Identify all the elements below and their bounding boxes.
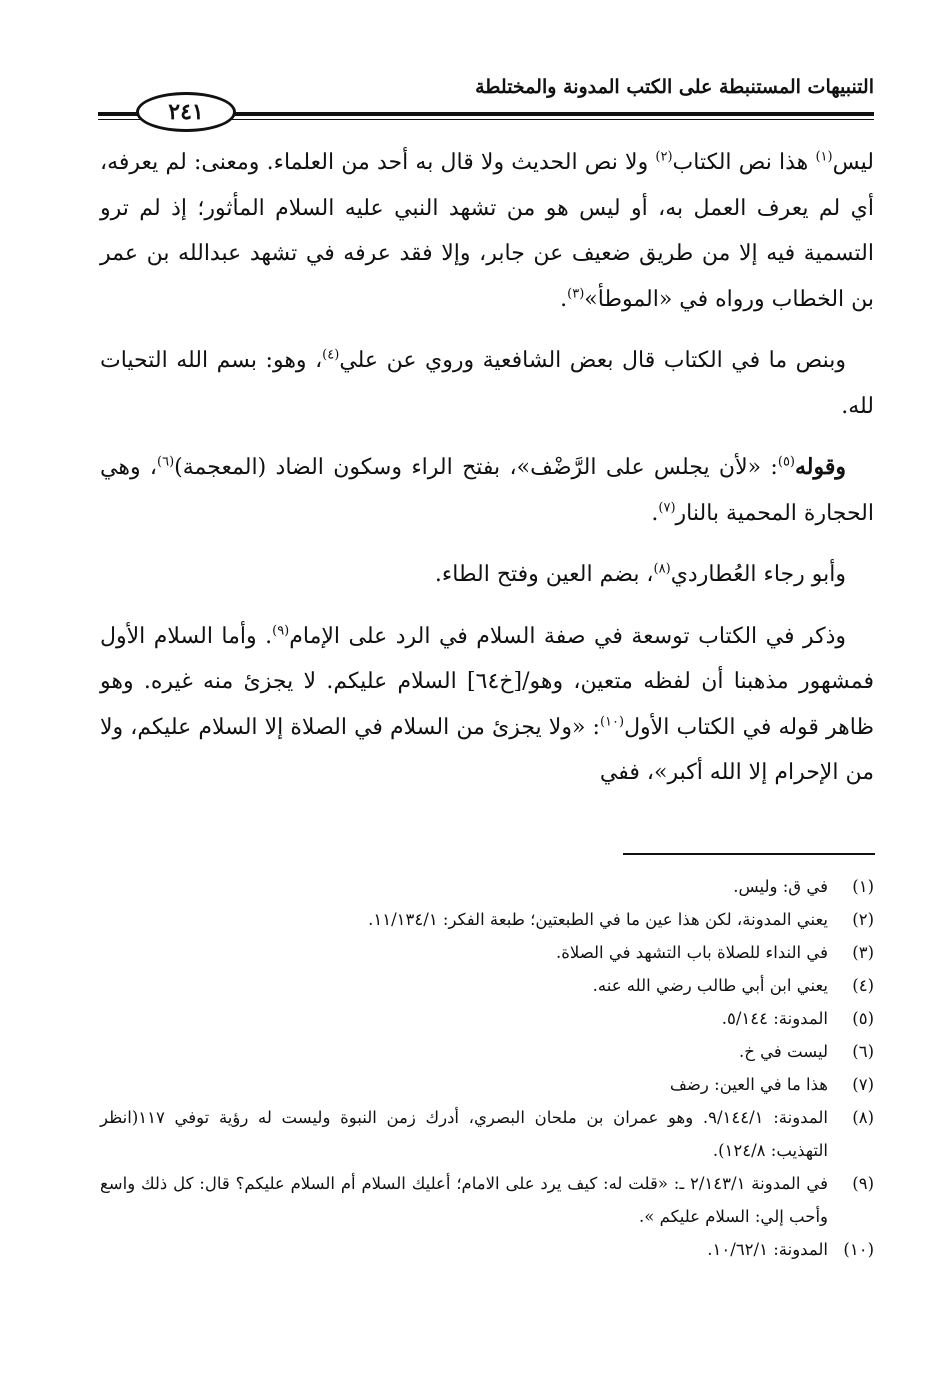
footnote-text: هذا ما في العين: رضف	[669, 1075, 828, 1094]
footnote-item	[100, 969, 874, 1002]
footnote-ref: (٨)	[653, 561, 671, 577]
footnote-ref: (١)	[815, 149, 833, 165]
footnote-item	[100, 1167, 874, 1233]
paragraph-2	[100, 338, 874, 429]
text-span: ولا نص الحديث ولا قال به أحد من العلماء. ومعنى: لم يعرفه، أي لم يعرف العمل به، أو ليس هو من تشهد النبي عليه السلام المأثور؛ إذ لم ترو التسمية فيه إلا من طريق ضعيف عن جابر، وإلا فقد عرفه في تشهد عبدالله بن عمر بن الخطاب ورواه في «الموطأ»	[100, 150, 874, 312]
footnote-ref: (٩)	[272, 623, 290, 639]
text-span: .	[560, 286, 568, 312]
footnote-ref: (٦)	[157, 454, 175, 470]
footnote-text: في المدونة ٢/١٤٣/١ ـ: «قلت له: كيف يرد على الامام؛ أعليك السلام أم السلام عليكم؟ قال: كل ذلك واسع وأحب إلي: السلام عليكم ».	[100, 1174, 828, 1226]
footnote-number: (١٠)	[843, 1240, 874, 1259]
header-title: التنبيهات المستنبطة على الكتب المدونة والمختلطة	[475, 76, 874, 98]
text-span: وأبو رجاء العُطاردي	[670, 562, 846, 587]
text-span: : «لأن يجلس على الرَّضْف»، بفتح الراء وسكون الضاد (المعجمة)	[174, 455, 778, 480]
page-number: ٢٤١	[136, 92, 236, 132]
footnote-text: في ق: وليس.	[733, 877, 828, 896]
footnote-text: يعني المدونة، لكن هذا عين ما في الطبعتين؛ طبعة الفكر: ١١/١٣٤/١.	[368, 910, 828, 929]
footnote-separator	[623, 853, 875, 855]
footnote-text: ليست في خ.	[739, 1042, 828, 1061]
footnote-number: (١)	[852, 877, 874, 896]
text-span: وذكر في الكتاب توسعة في صفة السلام في الرد على الإمام	[289, 623, 847, 649]
footnote-item	[100, 1035, 874, 1068]
footnote-item	[100, 1233, 874, 1266]
text-span-bold: وقوله	[795, 454, 847, 480]
footnote-ref: (٢)	[655, 149, 673, 165]
footnote-number: (٥)	[852, 1009, 874, 1028]
footnote-number: (٩)	[852, 1174, 874, 1193]
text-span: .	[651, 500, 659, 526]
text-span: وبنص ما في الكتاب قال بعض الشافعية وروي عن علي	[339, 348, 846, 373]
footnote-number: (٧)	[852, 1075, 874, 1094]
text-span: ، وهو: بسم الله التحيات لله.	[100, 348, 874, 419]
footnote-number: (٢)	[852, 910, 874, 929]
footnote-ref: (٧)	[658, 500, 676, 516]
running-header	[98, 68, 874, 128]
paragraph-5	[100, 614, 874, 796]
footnotes	[100, 870, 874, 1266]
text-span: ليس	[832, 150, 874, 175]
footnote-ref: (٤)	[322, 347, 340, 363]
text-span: . وأما السلام الأول فمشهور مذهبنا أن لفظه متعين، وهو/[خ٦٤] السلام عليكم. لا يجزئ منه غيره. وهو ظاهر قوله في الكتاب الأول	[100, 623, 874, 740]
paragraph-3	[100, 445, 874, 536]
footnote-text: المدونة: ٥/١٤٤.	[721, 1009, 828, 1028]
paragraph-4	[100, 552, 874, 598]
paragraph-1	[100, 140, 874, 322]
footnote-number: (٦)	[852, 1042, 874, 1061]
footnote-item	[100, 1101, 874, 1167]
footnote-text: في النداء للصلاة باب التشهد في الصلاة.	[555, 943, 828, 962]
footnote-number: (٨)	[852, 1108, 874, 1127]
footnote-text: المدونة: ١٠/٦٢/١.	[707, 1240, 828, 1259]
footnote-item	[100, 1002, 874, 1035]
footnote-ref: (٥)	[777, 454, 795, 470]
footnote-number: (٤)	[852, 976, 874, 995]
footnote-number: (٣)	[852, 943, 874, 962]
footnote-item	[100, 903, 874, 936]
footnote-ref: (١٠)	[599, 714, 625, 730]
text-span: ، بضم العين وفتح الطاء.	[434, 562, 654, 587]
main-text	[100, 140, 874, 796]
footnote-text: يعني ابن أبي طالب رضي الله عنه.	[592, 976, 828, 995]
footnote-item	[100, 870, 874, 903]
footnote-ref: (٣)	[567, 286, 585, 302]
text-span: هذا نص الكتاب	[672, 150, 816, 175]
footnote-item	[100, 936, 874, 969]
footnote-item	[100, 1068, 874, 1101]
text-span: : «ولا يجزئ من السلام في الصلاة إلا السلام عليكم، ولا من الإحرام إلا الله أكبر»، ففي	[100, 714, 874, 785]
footnote-text: المدونة: ٩/١٤٤/١. وهو عمران بن ملحان البصري، أدرك زمن النبوة وليست له رؤية توفي ١١٧(انظر التهذيب: ١٢٤/٨).	[100, 1108, 828, 1160]
text-span: ، وهي الحجارة المحمية بالنار	[100, 455, 874, 526]
